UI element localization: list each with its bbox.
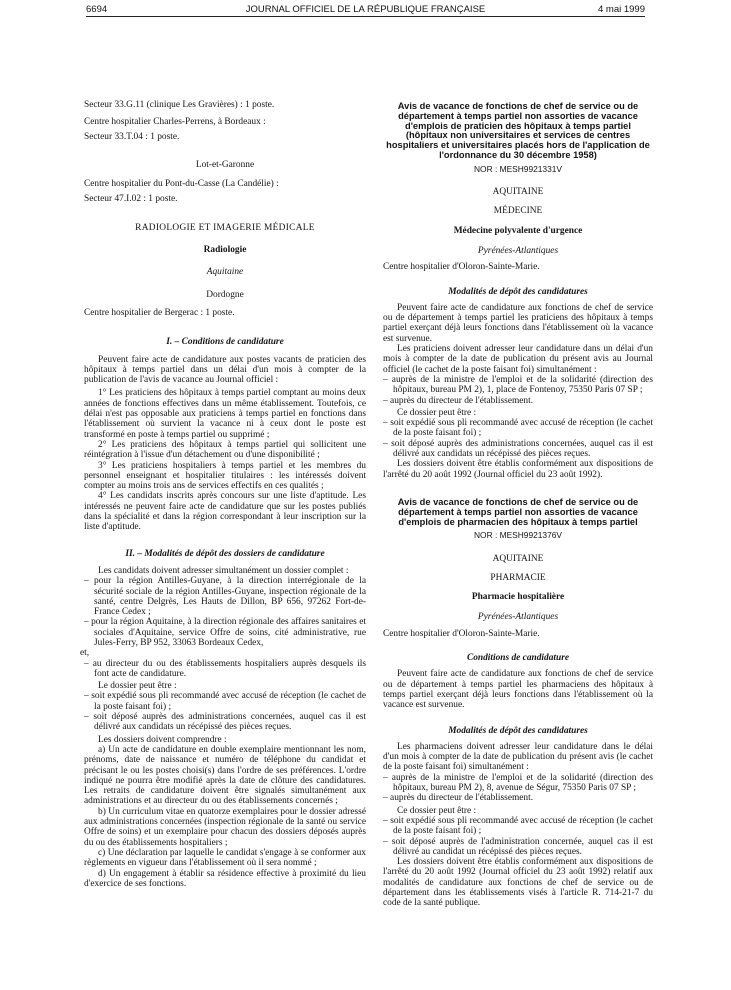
paragraph: a) Un acte de candidature en double exemplaire mentionnant les nom, prénoms, date de naissance et numéro de téléphone du candidat et précisant le ou les postes choisi(s) dans l'ordre de ses préférences. L'ordre indiqué ne pourra être modifié après la date de clôture des candidatures. Les retraits de candidature doivent être signalés simultanément aux administrations et au directeur du ou des établissements concernés ;: [84, 744, 366, 807]
right-column: [383, 36, 653, 909]
region-heading: Aquitaine: [206, 267, 244, 278]
list-item: – pour la région Aquitaine, à la direction régionale des affaires sanitaires et sociales d'Aquitaine, service Offre de soins, cité administrative, rue Jules-Ferry, BP 952, 33063 Bordeaux Cedex,: [84, 617, 366, 648]
paragraph: Les dossiers doivent comprendre :: [98, 734, 227, 745]
paragraph: 1° Les praticiens des hôpitaux à temps partiel comptant au moins deux années de fonctions effectives dans un même établissement. Toutefois, ce délai n'est pas opposable aux praticiens à temps partiel en fonctions dans l'établissement où survient la vacance ni à ceux dont le poste est transformé en poste à temps partiel ou supprimé ;: [84, 388, 366, 440]
list-item: – auprès de la ministre de l'emploi et de la solidarité (direction des hôpitaux, bureau PM 2), 1, place de Fontenoy, 75350 Paris 07 SP ;: [383, 374, 653, 396]
list-item: – auprès de la ministre de l'emploi et de la solidarité (direction des hôpitaux, bureau PM 2), 8, avenue de Ségur, 75350 Paris 07 SP ;: [383, 772, 653, 794]
list-item: – soit expédié sous pli recommandé avec accusé de réception (le cachet de la poste faisant foi) ;: [383, 815, 653, 837]
notice-title: Avis de vacance de fonctions de chef de service ou de département à temps partiel non assorties de vacance d'emplois de praticien des hôpitaux à temps partiel (hôpitaux non universitaires et services de centres hospitaliers et universitaires placés hors de l'application de l'ordonnance du 30 décembre 1958): [386, 101, 650, 160]
paragraph: Centre hospitalier d'Oloron-Sainte-Marie.: [383, 628, 540, 639]
section-heading: I. – Conditions de candidature: [166, 337, 284, 348]
left-column: [80, 36, 366, 889]
paragraph: Ce dossier peut être :: [397, 407, 477, 418]
issue-date: 4 mai 1999: [597, 4, 645, 15]
list-item: – au directeur du ou des établissements hospitaliers auprès desquels ils font acte de candidature.: [84, 658, 366, 679]
paragraph: Peuvent faire acte de candidature aux postes vacants de praticien des hôpitaux à temps partiel dans un délai d'un mois à compter de la publication de l'avis de vacance au Journal officiel :: [84, 354, 366, 386]
department-heading: Dordogne: [206, 289, 244, 300]
paragraph: 3° Les praticiens hospitaliers à temps partiel et les membres du personnel enseignant et hospitalier titulaires : les intéressés doivent compter au moins trois ans de services effectifs en ces qualités ;: [84, 460, 366, 492]
paragraph: Centre hospitalier d'Oloron-Sainte-Marie.: [383, 262, 540, 273]
section-heading: Modalités de dépôt des candidatures: [448, 725, 588, 736]
journal-title: JOURNAL OFFICIEL DE LA RÉPUBLIQUE FRANÇAISE: [245, 4, 486, 15]
list-item: – pour la région Antilles-Guyane, à la direction interrégionale de la sécurité sociale de la région Antilles-Guyane, inspection régionale de la santé, centre Delgrès, Les Hauts de Dillon, BP 656, 97262 Fort-de-France Cedex ;: [84, 576, 366, 618]
list-item: – auprès du directeur de l'établissement.: [383, 793, 534, 804]
department-heading: Pyrénées-Atlantiques: [477, 245, 559, 256]
subspecialty-heading: Pharmacie hospitalière: [471, 592, 565, 603]
section-heading: Modalités de dépôt des candidatures: [448, 286, 588, 297]
paragraph: Peuvent faire acte de candidature aux fonctions de chef de service ou de département à temps partiel les pharmaciens des hôpitaux à temps partiel exerçant déjà leurs fonctions dans l'établissement où la vacance est survenue.: [383, 669, 653, 711]
list-item: – auprès du directeur de l'établissement.: [383, 395, 534, 406]
paragraph: Peuvent faire acte de candidature aux fonctions de chef de service ou de département à temps partiel les praticiens des hôpitaux à temps partiel exerçant déjà leurs fonctions dans l'établissement où la vacance est survenue.: [383, 302, 653, 344]
paragraph: Centre hospitalier Charles-Perrens, à Bordeaux :: [84, 117, 266, 128]
paragraph: Centre hospitalier de Bergerac : 1 poste.: [84, 307, 235, 318]
paragraph: d) Un engagement à établir sa résidence effective à proximité du lieu d'exercice de ses fonctions.: [84, 868, 366, 889]
section-heading: II. – Modalités de dépôt des dossiers de candidature: [125, 548, 325, 559]
page-number: 6694: [86, 4, 108, 15]
list-item: – soit expédié sous pli recommandé avec accusé de réception (le cachet de la poste faisant foi) ;: [84, 691, 366, 712]
list-item: – soit déposé auprès des administrations concernées, auquel cas il est délivré aux candidats un récépissé des pièces reçues.: [383, 438, 653, 460]
nor-reference: NOR : MESH9921376V: [474, 530, 562, 541]
region-heading: Lot-et-Garonne: [195, 159, 255, 170]
section-heading: RADIOLOGIE ET IMAGERIE MÉDICALE: [135, 222, 315, 233]
notice-title: Avis de vacance de fonctions de chef de service ou de département à temps partiel non assorties de vacance d'emplois de pharmacien des hôpitaux à temps partiel: [397, 496, 639, 527]
specialty-heading: PHARMACIE: [490, 572, 546, 583]
region-heading: AQUITAINE: [492, 187, 544, 198]
region-heading: AQUITAINE: [492, 553, 544, 564]
paragraph: Les praticiens doivent adresser leur candidature dans un délai d'un mois à compter de la date de publication du présent avis au Journal officiel (le cachet de la poste faisant foi) simultanément :: [383, 344, 653, 375]
paragraph: b) Un curriculum vitae en quatorze exemplaires pour le dossier adressé aux administrations concernées (inspection régionale de la santé ou service Offre de soins) et un exemplaire pour chacun des dossiers déposés auprès du ou des établissements hospitaliers ;: [84, 806, 366, 848]
paragraph: Les dossiers doivent être établis conformément aux dispositions de l'arrêté du 20 août 1992 (Journal officiel du 23 août 1992) relatif aux modalités de candidature aux fonctions de chef de service ou de département dans les établissements visés à l'article R. 714-21-7 du code de la santé publique.: [383, 857, 653, 909]
paragraph: Les pharmaciens doivent adresser leur candidature dans le délai d'un mois à compter de la date de publication du présent avis (le cachet de la poste faisant foi) simultanément :: [383, 741, 653, 773]
paragraph: Les dossiers doivent être établis conformément aux dispositions de l'arrêté du 20 août 1992 (Journal officiel du 23 août 1992).: [383, 459, 653, 480]
specialty-heading: MÉDECINE: [493, 206, 543, 217]
section-heading: Conditions de candidature: [466, 653, 570, 664]
paragraph: 4° Les candidats inscrits après concours sur une liste d'aptitude. Les intéressés ne peuvent faire acte de candidature que sur les postes publiés dans la spécialité et dans la région correspondant à leur inscription sur la liste d'aptitude.: [84, 491, 366, 533]
paragraph: Le dossier peut être :: [98, 681, 177, 692]
paragraph: Secteur 47.I.02 : 1 poste.: [84, 194, 178, 205]
paragraph: et,: [80, 648, 90, 659]
paragraph: 2° Les praticiens des hôpitaux à temps partiel qui sollicitent une réintégration à l'issue d'un détachement ou d'une disponibilité ;: [84, 439, 366, 461]
list-item: – soit déposé auprès des administrations concernées, auquel cas il est délivré aux candidats un récépissé des pièces reçues.: [84, 712, 366, 733]
nor-reference: NOR : MESH9921331V: [474, 163, 562, 174]
specialty-heading: Radiologie: [203, 245, 247, 256]
department-heading: Pyrénées-Atlantiques: [477, 612, 559, 623]
paragraph: Ce dossier peut être :: [397, 805, 477, 816]
list-item: – soit expédié sous pli recommandé avec accusé de réception (le cachet de la poste faisant foi) ;: [383, 418, 653, 439]
paragraph: Centre hospitalier du Pont-du-Casse (La Candélie) :: [84, 179, 279, 190]
subspecialty-heading: Médecine polyvalente d'urgence: [453, 225, 583, 236]
paragraph: Secteur 33.T.04 : 1 poste.: [84, 131, 180, 142]
paragraph: Les candidats doivent adresser simultanément un dossier complet :: [98, 565, 349, 576]
paragraph: Secteur 33.G.11 (clinique Les Gravières) : 1 poste.: [84, 100, 275, 110]
header-rule: [86, 16, 645, 17]
list-item: – soit déposé auprès de l'administration concernée, auquel cas il est délivré au candidat un récépissé des pièces reçues.: [383, 836, 653, 857]
paragraph: c) Une déclaration par laquelle le candidat s'engage à se conformer aux règlements en vigueur dans l'établissement où il sera nommé ;: [84, 847, 366, 869]
